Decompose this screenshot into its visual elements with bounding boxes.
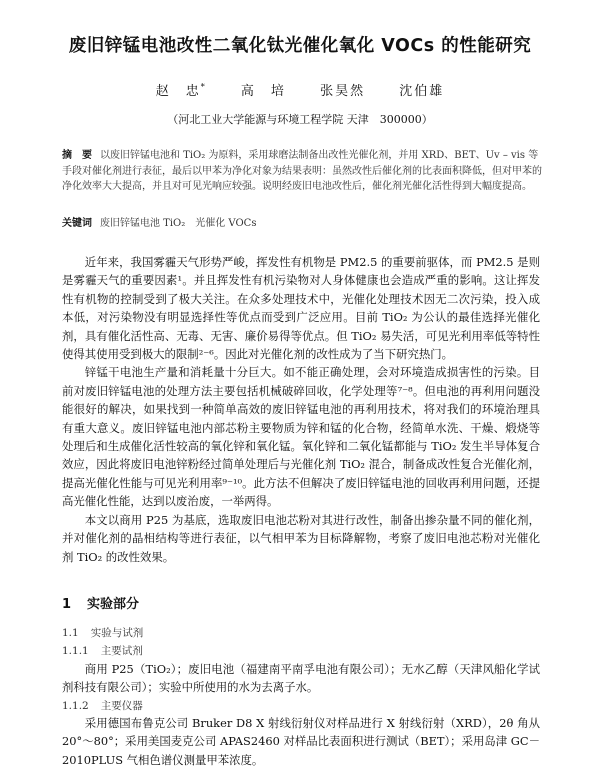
subsubsection-heading: 1.1.2 主要仪器 bbox=[62, 700, 143, 712]
reagents-paragraph: 商用 P25（TiO₂）；废旧电池（福建南平南孚电池有限公司）；无水乙醇（天津风船化学试剂科技有限公司）；实验中所使用的水为去离子水。 bbox=[62, 662, 540, 695]
intro-paragraph: 近年来，我国雾霾天气形势严峻，挥发性有机物是 PM2.5 的重要前驱体，而 PM2.5 是则是雾霾天气的重要因素¹。并且挥发性有机污染物对人身体健康也会造成严重的影响。这让挥发性有机物的控制受到了极大关注。在众多处理技术中，光催化处理技术因无二次污染，投入成本低，对污染物没有明显选择性等优点而受到广泛应用。目前 TiO₂ 为公认的最佳选择光催化剂，具有催化活性高、无毒、无害、廉价易得等优点。但 TiO₂ 易失活，可见光利用率低等特性使得其使用受到极大的限制²⁻⁶。因此对光催化剂的改性成为了当下研究热门。 bbox=[62, 255, 540, 362]
paper-title: 废旧锌锰电池改性二氧化钛光催化氧化 VOCs 的性能研究 bbox=[68, 36, 532, 56]
introduction bbox=[62, 253, 540, 566]
subsubsection-heading: 1.1.1 主要试剂 bbox=[62, 645, 143, 657]
keywords-label: 关键词 bbox=[62, 218, 92, 229]
abstract-text: 以废旧锌锰电池和 TiO₂ 为原料，采用球磨法制备出改性光催化剂，并用 XRD、BET、Uv – vis 等手段对催化剂进行表征，最后以甲苯为净化对象为结果表明：虽然改性后催化剂的比表面积降低，但对甲苯的净化效率大大提高，并且对可见光响应较强。说明经废旧电池改性后，催化剂光催化活性得到大幅度提高。 bbox=[62, 150, 542, 192]
section-heading: 1 实验部分 bbox=[62, 597, 140, 612]
author: 赵 忠* bbox=[155, 82, 207, 99]
author: 沈伯雄 bbox=[399, 84, 445, 99]
intro-paragraph: 锌锰干电池生产量和消耗量十分巨大。如不能正确处理，会对环境造成损害性的污染。目前对废旧锌锰电池的处理方法主要包括机械破碎回收，化学处理等⁷⁻⁸。但电池的再利用问题没能很好的解决，如果找到一种简单高效的废旧锌锰电池的再利用技术，将对我们的环境治理具有重大意义。废旧锌锰电池内部芯粉主要物质为锌和锰的化合物，经简单水洗、干燥、煅烧等处理后和生成催化活性较高的氧化锌和氧化锰。氧化锌和二氧化锰都能与 TiO₂ 发生半导体复合效应，因此将废旧电池锌粉经过简单处理后与光催化剂 TiO₂ 混合，制备成改性复合光催化剂，提高光催化性能与可见光利用率⁹⁻¹⁰。此方法不但解决了废旧锌锰电池的回收再利用问题，还提高光催化性能，达到以废治废，一举两得。 bbox=[62, 365, 540, 509]
author: 张昊然 bbox=[320, 84, 366, 99]
keywords bbox=[62, 216, 542, 231]
intro-paragraph: 本文以商用 P25 为基底，选取废旧电池芯粉对其进行改性，制备出掺杂量不同的催化剂，并对催化剂的晶相结构等进行表征，以气相甲苯为目标降解物，考察了废旧电池芯粉对光催化剂 TiO₂ 的改性效果。 bbox=[62, 512, 540, 564]
abstract-label: 摘 要 bbox=[62, 150, 92, 161]
instruments-paragraph: 采用德国布鲁克公司 Bruker D8 X 射线衍射仪对样品进行 X 射线衍射（XRD），2θ 角从 20°～80°；采用美国麦克公司 APAS2460 对样品比表面积进行测试（BET）；采用岛津 GC－2010PLUS 气相色谱仪测量甲苯浓度。 bbox=[62, 716, 540, 767]
subsection-heading: 1.1 实验与试剂 bbox=[62, 627, 144, 639]
keywords-text: 废旧锌锰电池 TiO₂ 光催化 VOCs bbox=[100, 218, 257, 229]
author-list bbox=[0, 80, 600, 99]
abstract bbox=[62, 148, 542, 195]
affiliation: （河北工业大学能源与环境工程学院 天津 300000） bbox=[167, 113, 433, 126]
author: 高 培 bbox=[240, 84, 286, 99]
